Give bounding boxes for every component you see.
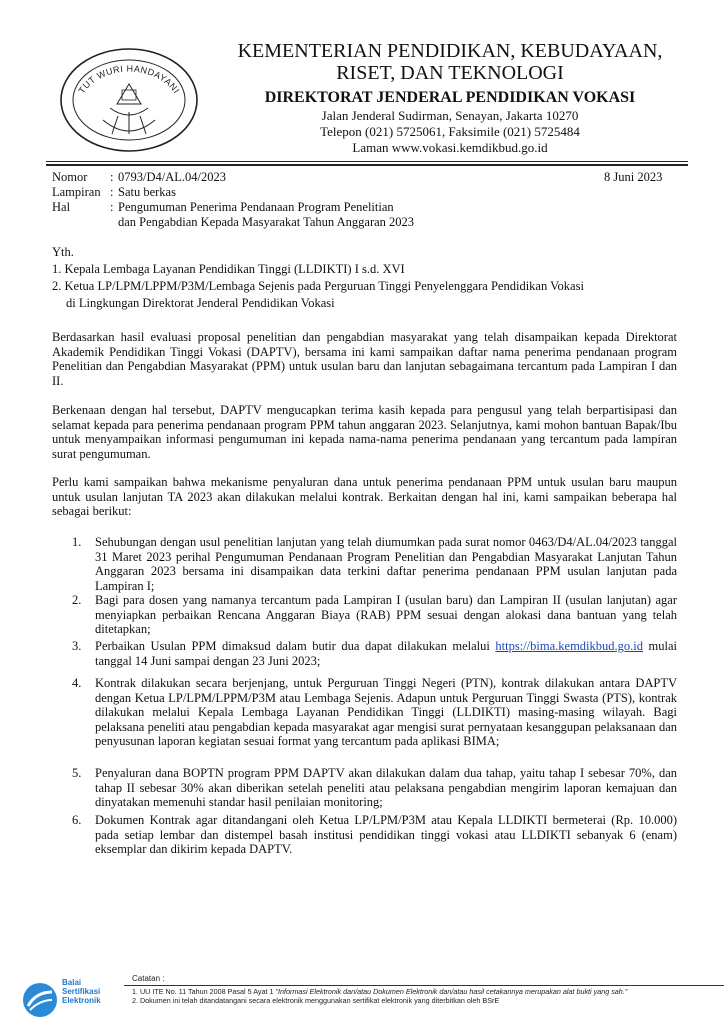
footer-notes — [132, 974, 722, 1005]
attachment-label: Lampiran — [52, 185, 101, 199]
recipient-2: 2. Ketua LP/LPM/LPPM/P3M/Lembaga Sejenis pada Perguruan Tinggi Penyelenggara Pendidikan Vokasi — [52, 279, 584, 293]
letter-number-row: Nomor : 0793/D4/AL.04/2023 — [52, 170, 226, 184]
directorate-name: DIREKTORAT JENDERAL PENDIDIKAN VOKASI — [264, 89, 636, 106]
ministry-name-line1: KEMENTERIAN PENDIDIKAN, KEBUDAYAAN, — [237, 40, 663, 62]
subject-value-line1: Pengumuman Penerima Pendanaan Program Penelitian — [118, 200, 394, 214]
bima-link[interactable]: https://bima.kemdikbud.go.id — [495, 639, 643, 653]
footer-divider — [124, 985, 724, 986]
letterhead-divider — [46, 161, 688, 162]
footer-caption: Catatan : — [132, 974, 165, 983]
letterhead-divider-thick — [46, 164, 688, 166]
letterhead — [200, 40, 700, 156]
recipient-2-cont: di Lingkungan Direktorat Jenderal Pendidikan Vokasi — [66, 296, 335, 310]
footer-note-2: 2. Dokumen ini telah ditandatangani secara elektronik menggunakan sertifikat elektronik yang diterbitkan oleh BSrE — [132, 996, 500, 1005]
subject-value-line2: dan Pengabdian Kepada Masyarakat Tahun Anggaran 2023 — [118, 215, 415, 229]
logo-motto: TUT WURI HANDAYANI — [76, 63, 182, 96]
ministry-name-line2: RISET, DAN TEKNOLOGI — [336, 62, 564, 84]
tut-wuri-handayani-logo — [58, 46, 200, 154]
list-item-6: 6. Dokumen Kontrak agar ditandangani oleh Ketua LP/LPM/P3M atau Kepala LLDIKTI bermeterai (Rp. 10.000) pada setiap lembar dan distempel basah institusi pendidikan tinggi vokasi atau LLDIKTI sebanyak 6 (enam) eksemplar dan dikirim kepada DAPTV. — [72, 813, 677, 857]
recipient-1: 1. Kepala Lembaga Layanan Pendidikan Tinggi (LLDIKTI) I s.d. XVI — [52, 262, 405, 276]
list-item-2: 2. Bagi para dosen yang namanya tercantum pada Lampiran I (usulan baru) dan Lampiran II (usulan lanjutan) agar menyiapkan perbaikan Rencana Anggaran Biaya (RAB) PPM sesuai dengan alokasi dana bantuan yang telah ditetapkan; — [72, 593, 677, 637]
address-line: Jalan Jenderal Sudirman, Senayan, Jakarta 10270 — [321, 108, 579, 123]
phone-line: Telepon (021) 5725061, Faksimile (021) 5725484 — [320, 124, 580, 139]
subject-row: Hal : Pengumuman Penerima Pendanaan Program Penelitian — [52, 200, 394, 214]
list-item-1: 1. Sehubungan dengan usul penelitian lanjutan yang telah diumumkan pada surat nomor 0463/D4/AL.04/2023 tanggal 31 Maret 2023 perihal Pengumuman Pendanaan Program Penelitian dan Pengabdian Masyarakat Lanjutan Tahun Anggaran 2023 bersama ini disampaikan data terkini daftar penerima pendanaan PPM usulan lanjutan pada Lampiran I; — [72, 535, 677, 593]
bse-logo-icon — [20, 980, 60, 1020]
attachment-row: Lampiran : Satu berkas — [52, 185, 176, 199]
svg-text:TUT WURI HANDAYANI — [77, 64, 182, 96]
list-item-4: 4. Kontrak dilakukan secara berjenjang, untuk Perguruan Tinggi Negeri (PTN), kontrak dilakukan antara DAPTV dengan Ketua LP/LPM/LPPM/P3M atau Lembaga Sejenis. Adapun untuk Perguruan Tinggi Swasta (PTS), kontrak dilakukan melalui Kepala Lembaga Layanan Pendidikan Tinggi (LLDIKTI) masing-masing wilayah. Bagi pelaksana peneliti atau pengabdian kepada masyarakat agar mengisi surat pernyataan kesanggupan pelaksanaan dan penyusunan laporan kegiatan sesuai format yang tercantum pada aplikasi BIMA; — [72, 676, 677, 749]
attachment-value: Satu berkas — [118, 185, 176, 199]
paragraph-1: Berdasarkan hasil evaluasi proposal penelitian dan pengabdian masyarakat yang telah disampaikan kepada Direktorat Akademik Pendidikan Tinggi Vokasi (DAPTV), bersama ini kami sampaikan daftar nama penerima pendanaan program Penelitian dan Pengabdian Masyarakat (PPM) untuk usulan baru dan lanjutan sebagaimana tercantum pada Lampiran I dan II. — [52, 330, 677, 388]
letter-date: 8 Juni 2023 — [604, 170, 663, 184]
list-item-3: 3. Perbaikan Usulan PPM dimaksud dalam butir dua dapat dilakukan melalui https://bima.kemdikbud.go.id mulai tanggal 14 Juni sampai dengan 23 Juni 2023; — [72, 639, 678, 668]
bse-label: Balai Sertifikasi Elektronik — [62, 978, 101, 1005]
list-item-5: 5. Penyaluran dana BOPTN program PPM DAPTV akan dilakukan dalam dua tahap, yaitu tahap I sebesar 70%, dan tahap II sebesar 30% akan diberikan setelah peneliti atau pelaksana pengabdian mengirim laporan kemajuan dan dinyatakan memenuhi standar hasil penilaian monitoring; — [72, 766, 677, 810]
paragraph-3: Perlu kami sampaikan bahwa mekanisme penyaluran dana untuk penerima pendanaan PPM untuk usulan baru maupun untuk usulan lanjutan TA 2023 akan dilakukan melalui kontrak. Berkaitan dengan hal ini, kami sampaikan beberapa hal sebagai berikut: — [52, 475, 677, 519]
salutation: Yth. — [52, 245, 74, 259]
website-line: Laman www.vokasi.kemdikbud.go.id — [352, 140, 548, 155]
subject-label: Hal — [52, 200, 71, 214]
number-label: Nomor — [52, 170, 88, 184]
number-value: 0793/D4/AL.04/2023 — [118, 170, 226, 184]
recipients — [52, 244, 692, 312]
footer-note-1: 1. UU ITE No. 11 Tahun 2008 Pasal 5 Ayat 1 "Informasi Elektronik dan/atau Dokumen Elektronik dan/atau hasil cetakannya merupakan alat bukti yang sah." — [132, 987, 628, 996]
paragraph-2: Berkenaan dengan hal tersebut, DAPTV mengucapkan terima kasih kepada para pengusul yang telah berpartisipasi dan selamat kepada para penerima pendanaan program PPM tahun anggaran 2023. Selanjutnya, kami mohon bantuan Bapak/Ibu untuk menyampaikan informasi pengumuman ini kepada nama-nama penerima pendanaan yang tercantum pada lampiran surat pengumuman. — [52, 403, 677, 461]
